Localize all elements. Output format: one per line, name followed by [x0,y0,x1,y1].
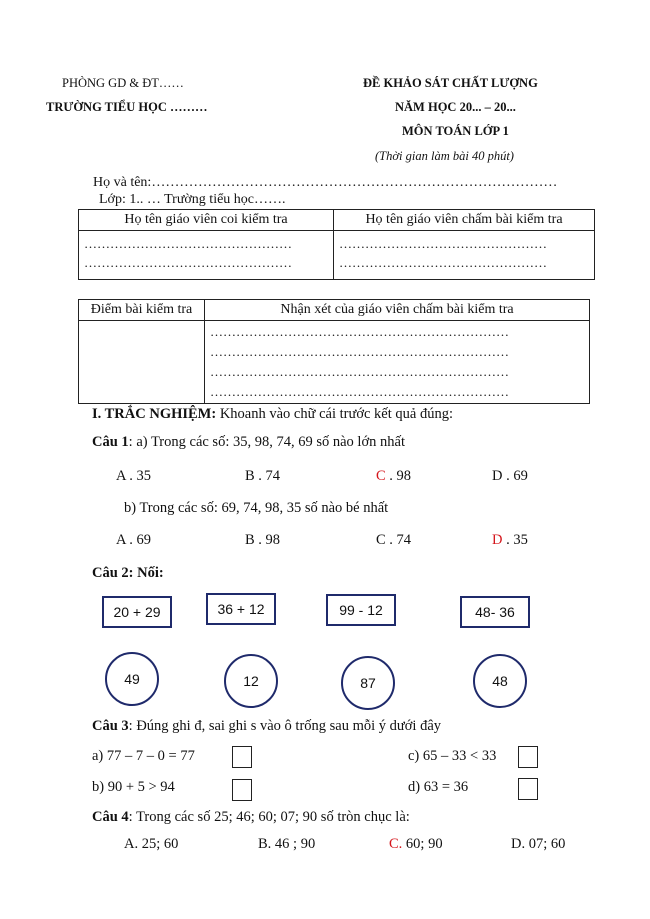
time-limit: (Thời gian làm bài 40 phút) [375,149,514,163]
q3-item-c: c) 65 – 33 < 33 [408,748,497,764]
q4-option-c[interactable]: C. 60; 90 [389,836,443,852]
answer-letter: C [376,468,386,484]
section1-heading [92,406,453,423]
answer-circle-2[interactable]: 12 [224,654,278,708]
q3-text: : Đúng ghi đ, sai ghi s vào ô trống sau mỗi ý dưới đây [128,718,442,734]
expression-box-4[interactable]: 48- 36 [460,596,530,628]
q3-prompt [92,718,441,735]
dotted-line: ………………………………………… [84,255,292,270]
subject-title: MÔN TOÁN LỚP 1 [402,124,509,138]
q3-checkbox-c[interactable] [518,746,538,768]
comment-header: Nhận xét của giáo viên chấm bài kiểm tra [205,300,590,321]
q2-prompt [92,565,164,582]
q1b-prompt: b) Trong các số: 69, 74, 98, 35 số nào bé nhất [124,500,389,516]
dotted-line: ………………………………………… [339,236,547,251]
q4-label: Câu 4 [92,809,129,825]
department-label: PHÒNG GD & ĐT…… [62,76,184,90]
expression-box-2[interactable]: 36 + 12 [206,593,276,625]
section1-instruction: Khoanh vào chữ cái trước kết quả đúng: [216,406,453,422]
school-year: NĂM HỌC 20... – 20... [395,100,516,114]
dotted-line: …………………………………………………………… [210,324,509,339]
score-table [78,299,590,404]
dotted-line: ………………………………………… [84,236,292,251]
q4-option-b[interactable]: B. 46 ; 90 [258,836,316,852]
q3-item-b: b) 90 + 5 > 94 [92,779,175,795]
exam-title: ĐỀ KHẢO SÁT CHẤT LƯỢNG [363,76,538,90]
q3-item-a: a) 77 – 7 – 0 = 77 [92,748,195,764]
student-class-line[interactable]: Lớp: 1.. … Trường tiểu học……. [99,192,286,207]
dotted-line: …………………………………………………………… [210,364,509,379]
q1b-option-d[interactable]: D . 35 [492,532,528,548]
score-cell[interactable] [79,321,205,404]
section1-title: I. TRẮC NGHIỆM: [92,406,217,422]
q4-option-d[interactable]: D. 07; 60 [511,836,566,852]
answer-circle-1[interactable]: 49 [105,652,159,706]
teacher-table [78,209,595,280]
student-name-line[interactable]: Họ và tên:…………………………………………………………………………… [93,175,558,190]
answer-circle-4[interactable]: 48 [473,654,527,708]
proctor-header: Họ tên giáo viên coi kiểm tra [79,210,334,231]
grader-header: Họ tên giáo viên chấm bài kiểm tra [334,210,595,231]
q4-prompt [92,809,410,826]
q1b-option-a[interactable]: A . 69 [116,532,152,548]
comment-cell[interactable] [205,321,590,404]
q1a-option-b[interactable]: B . 74 [245,468,281,484]
q3-checkbox-a[interactable] [232,746,252,768]
proctor-cell[interactable] [79,231,334,280]
dotted-line: ………………………………………… [339,255,547,270]
q3-label: Câu 3 [92,718,129,734]
q4-text: : Trong các số 25; 46; 60; 07; 90 số tròn chục là: [128,809,410,825]
dotted-line: …………………………………………………………… [210,344,509,359]
school-label: TRƯỜNG TIỂU HỌC ……… [46,100,208,114]
q1b-option-b[interactable]: B . 98 [245,532,281,548]
q2-label: Câu 2 [92,565,129,581]
score-header: Điểm bài kiểm tra [79,300,205,321]
q3-checkbox-b[interactable] [232,779,252,801]
q3-checkbox-d[interactable] [518,778,538,800]
grader-cell[interactable] [334,231,595,280]
q1a-option-c[interactable]: C . 98 [376,468,412,484]
q2-text: : Nối: [128,565,164,581]
q3-item-d: d) 63 = 36 [408,779,469,795]
q1-label: Câu 1 [92,434,129,450]
answer-letter: D [492,532,503,548]
answer-letter: C. [389,836,403,852]
expression-box-1[interactable]: 20 + 29 [102,596,172,628]
dotted-line: …………………………………………………………… [210,384,509,399]
answer-circle-3[interactable]: 87 [341,656,395,710]
q1a-text: : a) Trong các số: 35, 98, 74, 69 số nào lớn nhất [128,434,405,450]
q1a-option-a[interactable]: A . 35 [116,468,152,484]
expression-box-3[interactable]: 99 - 12 [326,594,396,626]
q1a-option-d[interactable]: D . 69 [492,468,528,484]
q4-option-a[interactable]: A. 25; 60 [124,836,179,852]
q1b-option-c[interactable]: C . 74 [376,532,412,548]
q1a-prompt [92,434,405,451]
